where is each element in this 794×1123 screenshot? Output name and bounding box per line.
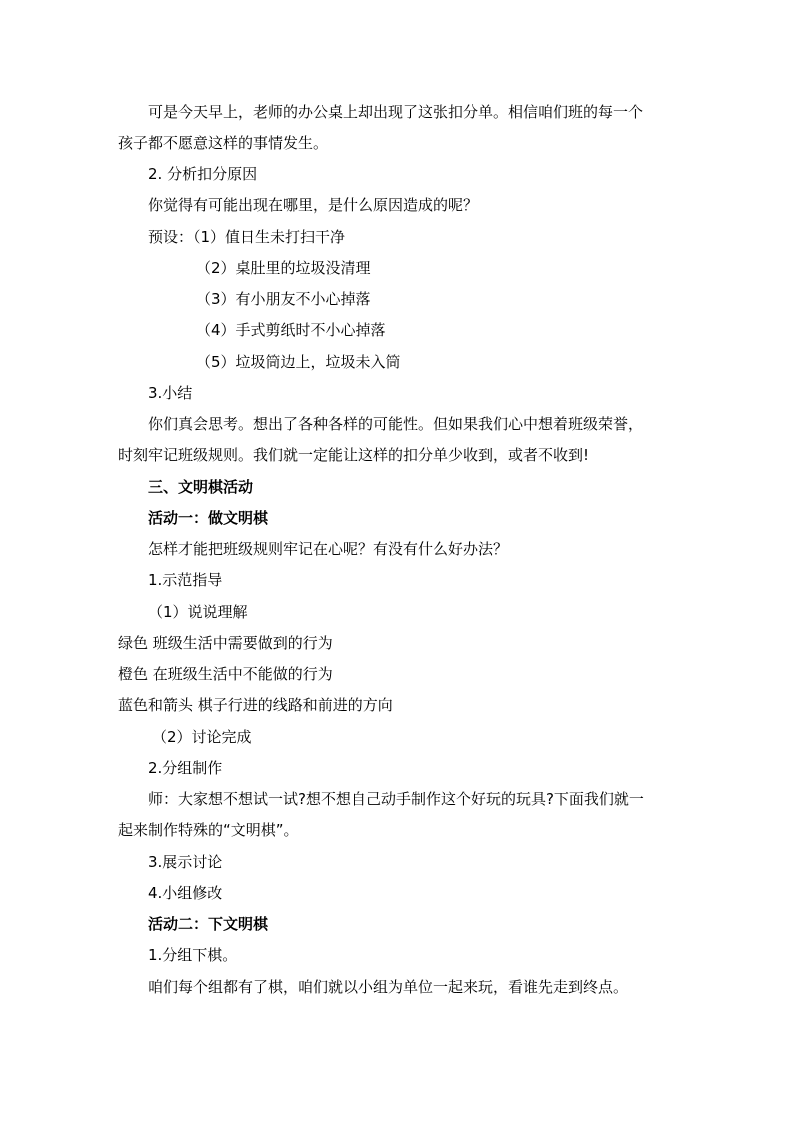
legend-line-orange: 橙色 在班级生活中不能做的行为 (118, 665, 333, 683)
paragraph-line: 你觉得有可能出现在哪里，是什么原因造成的呢？ (148, 196, 479, 214)
activity-title: 活动二：下文明棋 (148, 915, 269, 933)
paragraph-line: 师：大家想不想试一试?想不想自己动手制作这个好玩的玩具?下面我们就一 (148, 790, 644, 808)
paragraph-line: 你们真会思考。想出了各种各样的可能性。但如果我们心中想着班级荣誉， (148, 415, 644, 433)
section-heading: 3.展示讨论 (148, 853, 223, 871)
list-item: （5）垃圾筒边上，垃圾未入筒 (196, 353, 401, 371)
section-heading: 1.示范指导 (148, 571, 223, 589)
section-heading: 1.分组下棋。 (148, 946, 238, 964)
section-heading: 2. 分析扣分原因 (148, 165, 258, 183)
list-item: （4）手式剪纸时不小心掉落 (196, 321, 386, 339)
list-item: （1）说说理解 (148, 603, 248, 621)
section-title: 三、文明棋活动 (148, 478, 254, 496)
section-heading: 4.小组修改 (148, 884, 223, 902)
paragraph-line: 时刻牢记班级规则。我们就一定能让这样的扣分单少收到，或者不收到! (118, 446, 590, 464)
paragraph-line: 怎样才能把班级规则牢记在心呢？有没有什么好办法？ (148, 540, 509, 558)
list-item: （3）有小朋友不小心掉落 (196, 290, 371, 308)
list-item: 预设：（1）值日生未打扫干净 (148, 228, 346, 246)
activity-title: 活动一：做文明棋 (148, 509, 269, 527)
section-heading: 3.小结 (148, 384, 193, 402)
paragraph-line: 咱们每个组都有了棋，咱们就以小组为单位一起来玩，看谁先走到终点。 (148, 978, 629, 996)
section-heading: 2.分组制作 (148, 759, 223, 777)
legend-line-green: 绿色 班级生活中需要做到的行为 (118, 634, 333, 652)
paragraph-line: 可是今天早上，老师的办公桌上却出现了这张扣分单。相信咱们班的每一个 (148, 103, 644, 121)
paragraph-line: 孩子都不愿意这样的事情发生。 (118, 134, 329, 152)
list-item: （2）讨论完成 (152, 728, 252, 746)
legend-line-blue: 蓝色和箭头 棋子行进的线路和前进的方向 (118, 696, 393, 714)
paragraph-line: 起来制作特殊的“文明棋”。 (118, 821, 299, 839)
list-item: （2）桌肚里的垃圾没清理 (196, 259, 371, 277)
